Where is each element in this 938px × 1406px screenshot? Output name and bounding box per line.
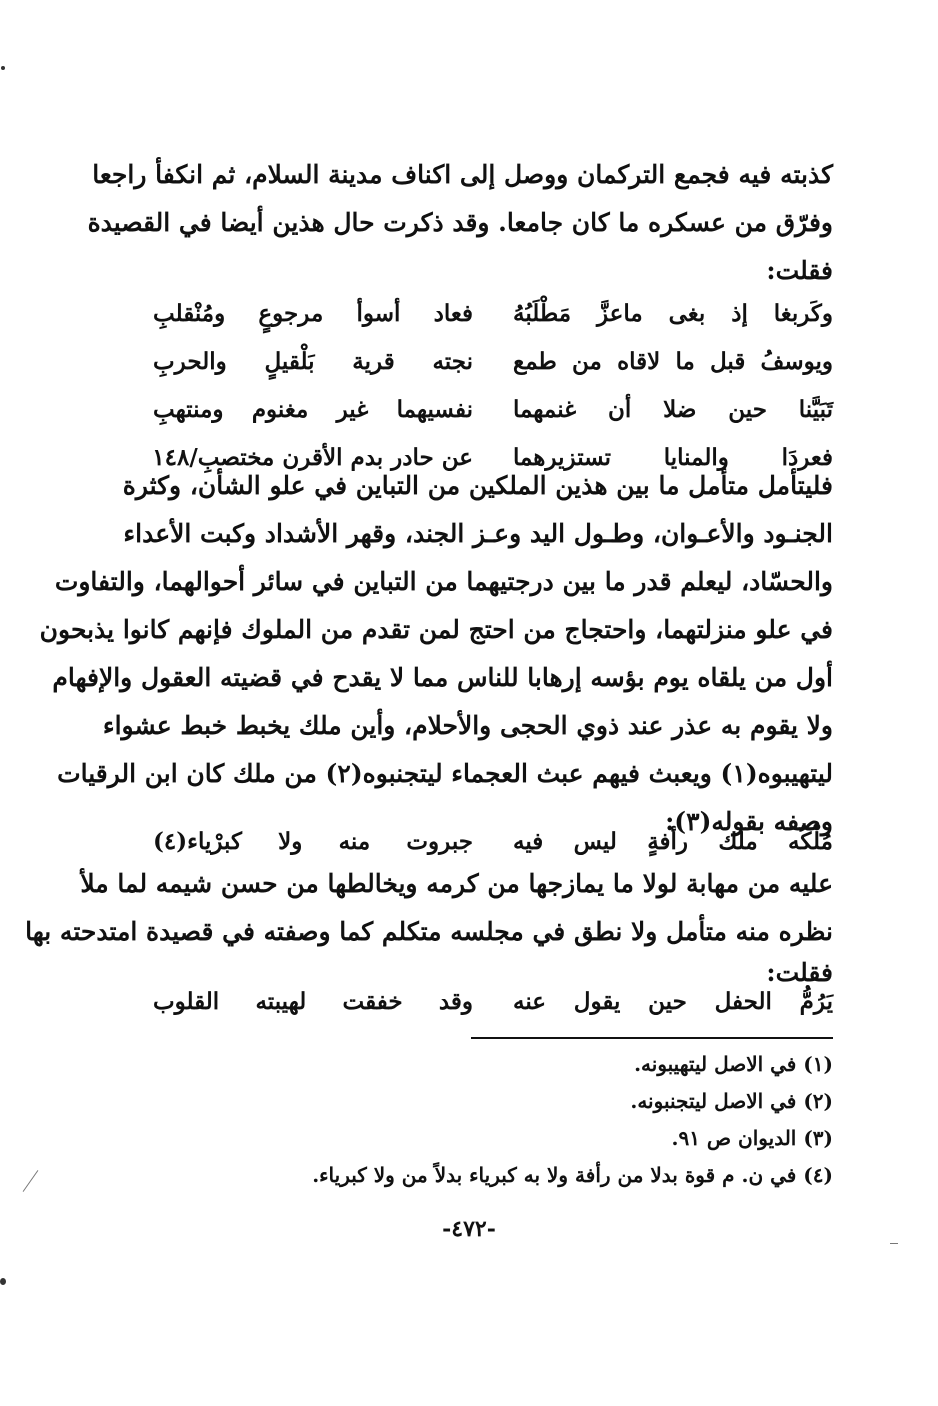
paragraph-2 bbox=[39, 462, 833, 846]
footnote-separator bbox=[471, 1037, 833, 1039]
page-number: -٤٧٢- bbox=[442, 1216, 496, 1242]
verse-second-hemistich: فعاد أسوأ مرجوعٍ ومُنْقلبِ bbox=[153, 300, 473, 327]
text-line: فقلت: bbox=[766, 958, 833, 987]
paragraph-3 bbox=[25, 860, 833, 990]
scan-speck bbox=[0, 1278, 6, 1285]
verse-line bbox=[153, 978, 833, 1026]
text-line: ولا يقوم به عذر عند ذوي الحجى والأحلام، وأين ملك يخبط خبط عشواء bbox=[102, 711, 833, 740]
verse-first-hemistich: وكَربغا إذ بغى ماعزَّ مَطْلَبُهُ bbox=[513, 300, 833, 327]
verse-line bbox=[153, 818, 833, 866]
verse-line bbox=[153, 290, 833, 338]
text-line: كذبته فيه فجمع التركمان ووصل إلى اكناف مدينة السلام، ثم انكفأ راجعا bbox=[92, 160, 833, 189]
verse-line bbox=[153, 338, 833, 386]
scan-speck bbox=[1, 66, 5, 70]
poem-2 bbox=[153, 818, 833, 866]
verse-first-hemistich: ويوسفُ قبل ما لاقاه من طمع bbox=[513, 348, 833, 375]
verse-first-hemistich: فعردَا والمنايا تستزيرهما bbox=[513, 444, 833, 471]
footnote: (٤) في ن. م قوة بدلا من رأفة ولا به كبرياء بدلاً من ولا كبرياء. bbox=[312, 1163, 833, 1187]
text-line: الجنـود والأعـوان، وطـول اليد وعـز الجند، وقهر الأشداد وكبت الأعداء bbox=[123, 519, 833, 548]
text-line: وفرّق من عسكره ما كان جامعا. وقد ذكرت حال هذين أيضا في القصيدة bbox=[87, 208, 833, 237]
verse-first-hemistich: يَرُمُّ الحفل حين يقول عنه bbox=[513, 988, 833, 1015]
paragraph-1 bbox=[87, 151, 833, 295]
text-line: عليه من مهابة لولا ما يمازجها من كرمه ويخالطها من حسن شيمه لما ملأ bbox=[80, 869, 833, 898]
verse-second-hemistich: نجته قرية بَلْقيلٍ والحربِ bbox=[153, 348, 473, 375]
text-line: فقلت: bbox=[766, 256, 833, 285]
text-line: أول من يلقاه يوم بؤسه إرهابا للناس مما لا يقدح في قضيته العقول والإفهام bbox=[52, 663, 833, 692]
footnote: (٣) الديوان ص ٩١. bbox=[671, 1126, 833, 1150]
footnote: (١) في الاصل ليتهيبونه. bbox=[634, 1052, 833, 1076]
verse-line bbox=[153, 386, 833, 434]
verse-second-hemistich: وقد خفقت لهيبته القلوب bbox=[153, 988, 473, 1015]
text-line: وصفه بقوله(٣): bbox=[665, 807, 833, 836]
verse-first-hemistich: مُلْكُه ملك رأفةٍ ليس فيه bbox=[513, 828, 833, 855]
footnotes bbox=[153, 1046, 833, 1194]
text-line: ليتهيبوه(١) ويعبث فيهم عبث العجماء ليتجنبوه(٢) من ملك كان ابن الرقيات bbox=[57, 759, 833, 788]
verse-second-hemistich: عن حادر بدم الأقرن مختصبِ/١٤٨ bbox=[152, 444, 473, 471]
scan-mark bbox=[890, 1243, 898, 1244]
scan-mark bbox=[23, 1170, 39, 1192]
footnote: (٢) في الاصل ليتجنبونه. bbox=[630, 1089, 833, 1113]
poem-1 bbox=[153, 290, 833, 482]
verse-second-hemistich: جبروت منه ولا كبرْياء(٤) bbox=[153, 828, 473, 855]
verse-first-hemistich: تَبَيَّنا حين ضلا أن غنمهما bbox=[513, 396, 833, 423]
text-line: فليتأمل متأمل ما بين هذين الملكين من التباين في علو الشأن، وكثرة bbox=[122, 471, 833, 500]
poem-3 bbox=[153, 978, 833, 1026]
verse-second-hemistich: نفسيهما غير مغنوم ومنتهبِ bbox=[153, 396, 473, 423]
text-line: نظره منه متأمل ولا نطق في مجلسه متكلم كما وصفته في قصيدة امتدحته بها bbox=[25, 917, 833, 946]
text-line: والحسّاد، ليعلم قدر ما بين درجتيهما من التباين في سائر أحوالهما، والتفاوت bbox=[54, 567, 833, 596]
text-line: في علو منزلتهما، واحتجاج من احتج لمن تقدم من الملوك فإنهم كانوا يذبحون bbox=[39, 615, 833, 644]
